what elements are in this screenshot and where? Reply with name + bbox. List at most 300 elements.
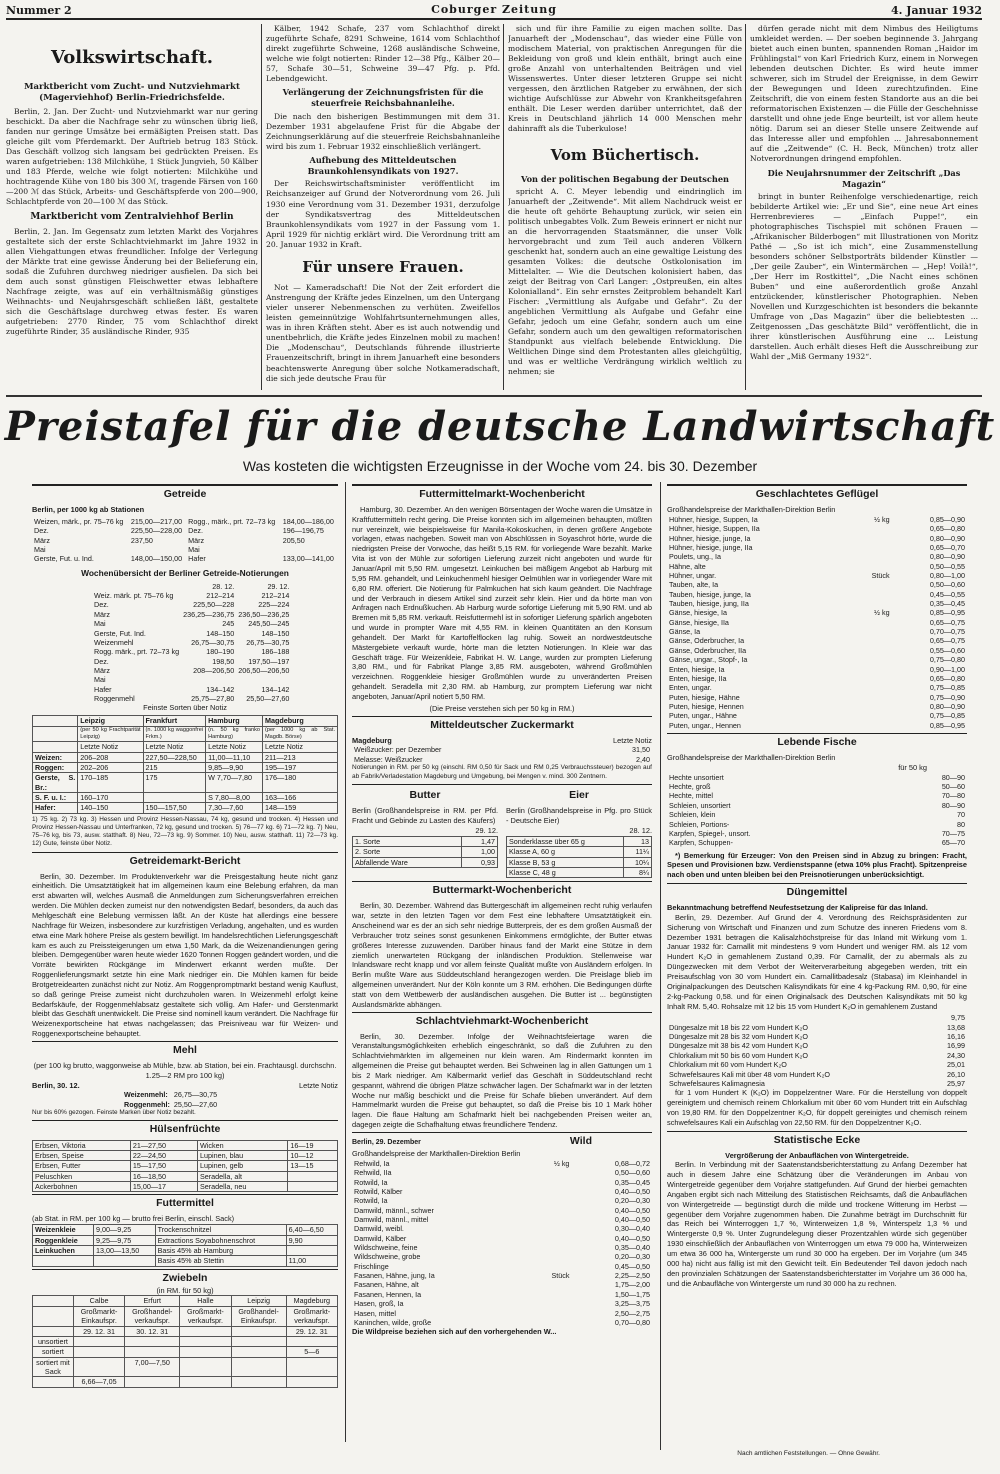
- table-cell: 7,30—7,60: [206, 803, 263, 813]
- markets-table: [32, 715, 338, 813]
- table-cell: 11,00—11,10: [206, 752, 263, 762]
- table-cell: 0,75—0,85: [929, 711, 965, 721]
- table-cell: 215,00—217,00: [130, 516, 183, 526]
- table-cell: [849, 543, 891, 552]
- table-cell: Leipzig: [231, 1296, 286, 1306]
- table-row: [32, 536, 338, 545]
- table-row: [92, 582, 291, 591]
- table-cell: [849, 655, 891, 664]
- section-heading: Buttermarkt-Wochenbericht: [352, 881, 652, 898]
- table-cell: [849, 711, 891, 720]
- price-row: [667, 552, 967, 561]
- column-divider: [261, 24, 262, 390]
- section-heading: Butter: [409, 789, 441, 802]
- table-cell: ½ kg: [874, 608, 890, 618]
- table-cell: 170–185: [78, 773, 143, 793]
- table-cell: Peluschken: [33, 1171, 131, 1181]
- futtermittelmarkt-note: (Die Preise verstehen sich per 50 kg in RM.): [429, 703, 575, 713]
- table-cell: ½ kg: [874, 514, 890, 524]
- table-cell: 1,00: [462, 847, 498, 857]
- col-volkswirtschaft: [6, 24, 258, 392]
- price-row: [667, 1023, 967, 1032]
- section-title: Für unsere Frauen.: [302, 257, 464, 276]
- table-cell: Roggenkleie: [33, 1235, 94, 1245]
- price-row: [352, 1252, 652, 1261]
- article-body: Der Reichswirtschaftsminister veröffentlicht im Reichsanzeiger auf Grund der Notverordnung vom 26. Juli 1930 eine Verordnung vom 31. Dezember 1931, derzufolge der Syndikatsvertrag des Mitteldeutschen Braunkohlensyndikats vom 1927 in der Fassung vom 1. April 1929 für nichtig erklärt wird. Die Verordnung tritt am 20. Januar 1932 in Kraft.: [266, 179, 500, 249]
- table-cell: 10¼: [624, 857, 652, 867]
- price-row: [352, 1299, 652, 1308]
- price-row: [667, 608, 967, 617]
- table-row: [33, 1182, 338, 1192]
- table-row: [92, 638, 291, 647]
- table-cell: [231, 1326, 286, 1336]
- table-cell: [129, 545, 186, 554]
- table-cell: 0,65—0,75: [929, 617, 965, 627]
- table-cell: 6,40—6,50: [286, 1225, 337, 1235]
- wild-note: Die Wildpreise beziehen sich auf den vorhergehenden W...: [352, 1327, 557, 1337]
- table-cell: 24,30: [947, 1050, 965, 1060]
- table-cell: 0,80—0,90: [929, 701, 965, 711]
- price-row: [667, 1013, 967, 1022]
- table-cell: 236,50—236,25: [238, 609, 290, 619]
- table-cell: [73, 1336, 124, 1346]
- table-cell: Hechte unsortiert: [669, 772, 724, 782]
- section-heading: Statistische Ecke: [667, 1131, 967, 1148]
- table-cell: sortiert mit Sack: [33, 1357, 74, 1377]
- table-cell: Chlorkalium mit 50 bis 60 vom Hundert K₂O: [669, 1050, 809, 1060]
- table-cell: [526, 1252, 571, 1261]
- article-heading: Von der politischen Begabung der Deutschen: [520, 173, 730, 184]
- table-cell: 245,50—245: [248, 619, 290, 629]
- table-cell: [125, 1336, 180, 1346]
- page-header: [6, 2, 982, 20]
- table-cell: [849, 618, 891, 627]
- table-cell: 208—206,50: [193, 666, 235, 675]
- table-cell: Mai: [94, 619, 106, 629]
- table-row: [507, 857, 652, 867]
- table-cell: März: [188, 535, 205, 545]
- price-row: [667, 829, 967, 838]
- table-cell: Gänse, ungar., Stopf-, Ia: [669, 655, 748, 665]
- table-cell: Gänse, hiesige, IIa: [669, 617, 729, 627]
- table-cell: Weizen, märk., pr. 75–76 kg: [34, 516, 124, 526]
- table-cell: Gänse, Oderbrucher, Ia: [669, 636, 745, 646]
- butter-table: [352, 836, 498, 868]
- table-cell: 140–150: [78, 803, 143, 813]
- table-row: [33, 1140, 338, 1150]
- table-cell: 16,16: [947, 1032, 965, 1042]
- table-cell: 206,50—206,50: [238, 666, 290, 675]
- table-cell: 0,75—0,80: [929, 655, 965, 665]
- table-cell: 196—196,75: [282, 526, 324, 536]
- section-heading: Mitteldeutscher Zuckermarkt: [352, 716, 652, 733]
- price-row: [667, 838, 967, 847]
- table-cell: 0,45—0,55: [929, 589, 965, 599]
- table-cell: 134–142: [206, 684, 235, 694]
- price-row: [667, 524, 967, 533]
- price-row: [352, 1234, 652, 1243]
- table-cell: 16—18,50: [130, 1171, 197, 1181]
- price-row: [667, 636, 967, 645]
- table-cell: [849, 636, 891, 645]
- table-cell: [526, 1243, 571, 1252]
- table-cell: Hähne, alte: [669, 561, 706, 571]
- price-row: [667, 782, 967, 791]
- price-row: [667, 674, 967, 683]
- article-body: spricht A. C. Meyer lebendig und eindringlich im Januarheft der „Zeitwende“. Mit allem Nachdruck weist er die heute oft gehörte Behauptung zurück, wir seien ein politisch unbegabtes Volk. Zum Beweis erinnert er nicht nur an die hervorragenden Staatsmänner, die unser Volk hervorgebracht und zum Teil auch anderen Völkern geschenkt hat, sondern auch an eine gewaltige Leistung des gesamten Volkes: die deutsche Ostkolonisation im Mittelalter. — Wie die Deutschen kolonisiert haben, das zeigt der Beitrag von Carl Langer: „Ostpreußen, ein altes Kolonialland“. Ein sehr ernstes Zeitproblem behandelt Karl Fischer: „Vermittlung als Aufgabe und Gefahr“. Zu der angeblichen Vermittlung als Aufgabe und Gefahr eine Gefahr, jedoch um eine Gefahr, sondern auch um eine Gefahr, sondern auch um den gewaltigen reformatorischen Standpunkt aus vielfach belebende Entwicklung. Die Weltlichen Dinge sind dem Protestanten alles gleichgültig, und was er weltliche Verdrängung wirklich weltlich zu nehmen; sie: [508, 186, 742, 377]
- table-cell: 0,65—0,80: [929, 673, 965, 683]
- price-row: [352, 1262, 652, 1271]
- table-cell: Wicken: [198, 1140, 288, 1150]
- table-cell: 1,47: [462, 836, 498, 846]
- section-heading: Getreide: [32, 484, 338, 502]
- table-cell: S 7,80—8,00: [206, 792, 263, 802]
- table-cell: Klasse A, 60 g: [507, 847, 624, 857]
- table-cell: 15,00—17: [130, 1182, 197, 1192]
- table-cell: [526, 1215, 571, 1224]
- table-cell: [33, 1256, 94, 1266]
- col-futtermittelmarkt: [352, 482, 652, 1450]
- table-cell: 13—15: [288, 1161, 338, 1171]
- table-cell: 0,90—1,00: [929, 664, 965, 674]
- price-row: [352, 1243, 652, 1252]
- table-header-row: [33, 1306, 338, 1326]
- table-row: [507, 836, 652, 846]
- table-header-cell: [33, 726, 78, 742]
- butter-date: 29. 12.: [475, 826, 498, 836]
- table-cell: Karpfen, Spiegel-, unsort.: [669, 828, 751, 838]
- butter-intro: Berlin (Großhandelspreise in RM. per Pfd. Fracht und Gebinde zu Lasten des Käufers): [352, 806, 498, 826]
- table-cell: 3,25—3,75: [614, 1299, 650, 1309]
- table-cell: Hühner, ungar.: [669, 570, 717, 580]
- mehl-intro: (per 100 kg brutto, waggonweise ab Mühle, bzw. ab Station, bei ein. Frachtausgl. durchschn. 1.25—2 RM pro 100 kg): [33, 1060, 337, 1080]
- fische-unit: für 50 kg: [898, 762, 927, 772]
- table-cell: [849, 627, 891, 636]
- table-cell: [180, 1326, 231, 1336]
- table-row: [33, 1326, 338, 1336]
- price-row: [352, 1318, 652, 1327]
- price-row: [352, 1187, 652, 1196]
- table-cell: 205,50: [282, 535, 305, 545]
- table-cell: 70—75: [941, 828, 965, 838]
- table-cell: Kaninchen, wilde, große: [354, 1317, 432, 1327]
- table-cell: Halle: [180, 1296, 231, 1306]
- table-cell: 9,25—9,75: [94, 1235, 156, 1245]
- table-cell: Hechte, mittel: [669, 791, 713, 801]
- table-cell: Fasanen, Hähne, jung, Ia: [354, 1271, 435, 1281]
- price-row: [667, 534, 967, 543]
- table-cell: Seradella, alt: [198, 1171, 288, 1181]
- eier-table: [506, 836, 652, 878]
- table-cell: Basis 45% ab Stettin: [155, 1256, 286, 1266]
- table-cell: Hühner, hiesige, junge, IIa: [669, 542, 753, 552]
- table-cell: 26,10: [947, 1069, 965, 1079]
- section-heading: Düngemittel: [667, 883, 967, 900]
- table-cell: Rehwild, IIa: [354, 1168, 392, 1178]
- table-header-cell: Hamburg: [206, 716, 263, 726]
- table-cell: Hafer: [94, 684, 112, 694]
- article-body: sich und für ihre Familie zu eigen machen sollte. Das Januarheft der „Modenschau“, das wieder eine Fülle von modischem Material, von praktischen Anregungen für die Bekleidung von groß und klein enthält, bringt auch eine große Anzahl von unterhaltenden Beiträgen und viel Wissenswertes. Unter dieser letzteren Gruppe sei nicht vergessen, den ärztlichen Ratgeber zu erwähnen, der sich wichtige Aufschlüsse zur Abwehr von Krankheitsgefahren enthält. Die Leser werden darüber unterrichtet, daß der Kreis in Deutschland jährlich 14 000 Menschen mehr dahinrafft als die Tuberkulose!: [508, 24, 742, 134]
- table-cell: Fasanen, Hennen, Ia: [354, 1289, 422, 1299]
- price-row: [667, 801, 967, 810]
- table-cell: 50—60: [941, 782, 965, 792]
- table-cell: Gerste, Fut. u. Ind.: [34, 554, 94, 564]
- table-cell: Dez.: [94, 656, 109, 666]
- price-table-title: Preistafel für die deutsche Landwirtschaft: [4, 403, 996, 450]
- table-cell: Gerste, Fut. Ind.: [94, 628, 146, 638]
- price-row: [667, 820, 967, 829]
- price-row: [667, 618, 967, 627]
- table-cell: [849, 599, 891, 608]
- table-cell: S. F. u. I.:: [33, 792, 78, 802]
- table-cell: Klasse C, 48 g: [507, 868, 624, 878]
- table-cell: [288, 1182, 338, 1192]
- table-cell: 80: [957, 819, 965, 829]
- table-cell: Düngesalze mit 28 bis 32 vom Hundert K₂O: [669, 1032, 809, 1042]
- table-cell: 206–208: [78, 752, 143, 762]
- price-row: [352, 1224, 652, 1233]
- zucker-place: Magdeburg: [352, 735, 392, 745]
- table-cell: [286, 1377, 337, 1387]
- table-cell: 25,75—27,80: [191, 694, 235, 704]
- statistik-sub: Vergrößerung der Anbauflächen von Wintergetreide.: [725, 1150, 909, 1160]
- table-cell: [849, 534, 891, 543]
- table-cell: [849, 693, 891, 702]
- table-cell: Wildschweine, grobe: [354, 1252, 421, 1262]
- table-cell: [526, 1178, 571, 1187]
- table-header-cell: Letzte Notiz: [263, 742, 338, 752]
- table-header-row: [33, 1296, 338, 1306]
- issue-date: 4. Januar 1932: [890, 4, 982, 17]
- huelsen-table: [32, 1140, 338, 1193]
- table-cell: [33, 1377, 74, 1387]
- article-body: Hamburg, 30. Dezember. An den wenigen Börsentagen der Woche waren die Umsätze in Kraftfuttermitteln recht gering. Die Preise konnten sich im allgemeinen behaupten, müßten nur vereinzelt, wie beispielsweise für Manila-Kokoskuchen, in denen größere Angebote vorlagen, etwas nachgeben. Soweit man von Abschlüssen in Soyaschrot hörte, wurde die niedrigsten Preise der Vorwoche, das heißt 5,15 RM. für vorliegende Ware bezahlt. Marke Vita ist von der Mühle zur sofortigen Lieferung zurzeit nicht angeboten und wurde für Januar/April mit 5,50 RM. umgesetzt. Leinkuchen bei mäßigem Angebot ab Harburg mit 5,95 RM. gehandelt, und Leinkuchenmehl hiesiger Oelmühlen war in vorliegender Ware mit 6,80 RM. offeriert. Die Notierung für Palmkuchen hat sich kaum geändert. Die Nachfrage und der Verbrauch in diesem Artikel sind zurzeit sehr klein. Hier und da hörte man von Anfragen nach Erdnußkuchen. Ab Harburg wurde sofortige Lieferung mit 5,90 RM. und ab Bremen mit 5,85 RM. verkauft. Reisfuttermehl ist in sofortiger Lieferung spärlich angeboten und wurde in prompter Ware mit 4,55 RM. in kleinen Quantitäten an den Konsum gehandelt. Der Markt für Kartoffelflocken lag ruhig. Soweit an nordwestdeutsche Mästergebiete verkauft wurde, hörte man die letzten Notierungen. In Kleie war das Geschäft träge. Für Weizenkleie, Fabrikat H. W. Lange, wurden zur prompten Lieferung 3,80 RM., und für Fabrikat Plange 3,85 RM. ausgeboten, während Großmühlen verzeichnen. Roggenkleie hiesiger Großmühlen wurde zu unveränderten Preisen gehandelt. Seradella mit 2,30 RM. ab Hamburg, zur promptem Lieferung war nicht angeboten, Januar/April notiert 5,50 RM.: [352, 504, 652, 701]
- table-cell: [526, 1290, 571, 1299]
- table-cell: Roggenmehl: [94, 694, 135, 704]
- table-header-cell: Letzte Notiz: [206, 742, 263, 752]
- table-cell: [286, 1245, 337, 1255]
- table-cell: Lupinen, blau: [198, 1151, 288, 1161]
- section-heading: Futtermittel: [32, 1194, 338, 1211]
- table-row: [33, 1256, 338, 1266]
- table-cell: Puten, hiesige, Hennen: [669, 701, 744, 711]
- table-cell: Mai: [94, 675, 106, 685]
- col-zeitschriften: [750, 24, 978, 392]
- column-divider: [503, 24, 504, 390]
- table-cell: [143, 792, 206, 802]
- table-cell: 9,90: [286, 1235, 337, 1245]
- table-cell: [849, 674, 891, 683]
- futtermittel-intro: (ab Stat. in RM. per 100 kg — brutto frei Berlin, einschl. Sack): [32, 1214, 235, 1224]
- price-row: [667, 590, 967, 599]
- wild-place: Berlin, 29. Dezember: [352, 1139, 421, 1147]
- article-body: bringt in bunter Reihenfolge verschiedenartige, reich bebilderte Artikel wie: „Er und Sie“, eine neue Art eines Herrenbrevieres — „Einfach Puppe!“, ein photographisches Tischspiel mit schönen Frauen — „Afrikanischer Bilderbogen“ mit Illustrationen von Moritz Pathé — „So ist ich mich“, eine Zusammenstellung besonders schöner Selbstporträts bildender Künstler — „Der geile Zauber“, ein Wintermärchen — „Hep! Voilà!“, „Der Herr im Rostkittel“, „Die Nacht eines schönen Buben“ und eine außerordentlich große Anzahl entzückender, künstlerischer Photographien. Neben Novellen und Kurzgeschichten ist besonders die bekannte Umfrage von „Das Magazin“ über die beliebtesten ... Zeitgenossen „Das geschätzte Bild“ veröffentlicht, die in ihrer künstlerischen Ausführung eine ... Leistung darstellen. Auch erhält dieses Heft die Ausschreibung zur Wahl der „Miß Germany 1932“.: [750, 191, 978, 362]
- price-row: [352, 1168, 652, 1177]
- price-row: [352, 1280, 652, 1289]
- price-row: [667, 571, 967, 580]
- table-row: [33, 792, 338, 802]
- wochen-table: [92, 582, 291, 704]
- table-cell: 0,45—0,50: [614, 1261, 650, 1271]
- table-cell: Schwefelsaures Kali mit über 48 vom Hundert K₂O: [669, 1069, 830, 1079]
- table-row: [33, 752, 338, 762]
- table-cell: 0,85—0,90: [929, 514, 965, 524]
- table-cell: Chlorkalium mit 60 vom Hundert K₂O: [669, 1060, 787, 1070]
- table-cell: 0,65—0,70: [929, 542, 965, 552]
- table-cell: [849, 524, 891, 533]
- table-cell: [286, 1357, 337, 1377]
- table-cell: 0,85—0,95: [929, 608, 965, 618]
- table-cell: [281, 545, 338, 554]
- table-cell: 0,80—0,90: [929, 552, 965, 562]
- price-row: [667, 599, 967, 608]
- zwiebeln-table: [32, 1295, 338, 1387]
- table-row: [122, 1090, 219, 1099]
- table-cell: Hasen, mittel: [354, 1308, 396, 1318]
- table-cell: 26,75—30,75: [173, 1090, 218, 1100]
- table-cell: 0,35—0,40: [614, 1243, 650, 1253]
- table-row: [33, 803, 338, 813]
- article-body: Berlin. In Verbindung mit der Saatenstandsberichterstattung zu Anfang Dezember hat auch in diesem Jahre eine Schätzung über die Veränderungen im Anbau von Wintergetreide gegenüber dem Vorjahre stattgefunden. Auf Grund der hierbei gemachten Angaben ergibt sich nach Mitteilung des Statistischen Reichsamts, daß die Anbauflächen von Wintergetreide — begünstigt durch die milde und trockene Witterung im Herbst — gegenüber dem Vorjahre zugenommen haben. Die Zunahme beträgt im Durchschnitt für das Reich bei Winterroggen 1,7 %, Winterweizen 1,8 %, Winterspelz 1,3 % und Wintergerste 0,9 %. Unter Zugrundelegung dieser Prozentzahlen würde sich gegenüber 1930 einschließlich der Anbauflächen von Winterroggen um etwa 79 000 ha, Winterweizen um etwa 36 000 ha, Wintergerste um rund 30 000 ha ergeben. Der im Vorjahre (um 345 000 ha) nicht aus fällig ist mit den Gewicht teilt. Ein Bedeutender Teil davon jedoch nach den provinzialen Schätzungen der Saatenstandsberichterstatter im Vorjahre um 36 000 ha, und die Anbaufläche von Wintergerste um rund 30 000 ha zu rechnen.: [667, 1160, 967, 1288]
- table-cell: Roggen:: [33, 762, 78, 772]
- table-cell: [849, 580, 891, 589]
- table-cell: 0,50—0,60: [614, 1168, 650, 1178]
- price-row: [667, 1032, 967, 1041]
- table-cell: Düngesalze mit 38 bis 42 vom Hundert K₂O: [669, 1041, 809, 1051]
- price-row: [667, 693, 967, 702]
- table-cell: Damwild, weibl.: [354, 1224, 404, 1234]
- table-cell: [849, 562, 891, 571]
- article-body: Berlin, 29. Dezember. Auf Grund der 4. Verordnung des Reichspräsidenten zur Sicherung von Wirtschaft und Finanzen und zum Schutze des inneren Friedens vom 8. Dezember 1931 betragen die Kalisalzhöchstpreise für das Inland mit Wirkung vom 1. Januar 1932 für: Carnallit mit mindestens 9 vom Hundert und weniger RM. als 12 vom Hundert K₂O in gemahlenem Zustand 0,39. Für Carnallit, der zu abermals als zu Düngezwecken mit dem Verbot der Weiterverarbeitung abgegeben werden, tritt ein Preisaufschlag von 30 vom Hundert ein. Carnallitbadesalz (Stabasa) im Kleinhandel in Originalpackungen des Deutschen Kalisyndikats für eine 4 kg-Packung RM. 0,90, für eine 2-kg-Packung 0,58. und für einen Originalsack des Deutschen Kalisyndikats mit 50 kg Inhalt RM. 5,40. Rohsalze mit 12 bis 15 vom Hundert K₂O in gemahlenem Zustand: [667, 912, 967, 1011]
- table-cell: [526, 1318, 571, 1327]
- zucker-table: [352, 745, 652, 764]
- table-cell: 0,40—0,50: [614, 1205, 650, 1215]
- table-cell: 0,70—0,80: [614, 1317, 650, 1327]
- table-cell: 186–188: [261, 647, 290, 657]
- table-cell: [180, 1336, 231, 1346]
- eier-date: 28. 12.: [629, 826, 652, 836]
- table-cell: 29. 12.: [267, 581, 290, 591]
- col-gefluegel: [667, 482, 967, 1442]
- table-cell: 225—224: [258, 600, 290, 610]
- price-row: [352, 1215, 652, 1224]
- price-row: [667, 1079, 967, 1088]
- table-cell: 0,20—0,30: [614, 1252, 650, 1262]
- table-cell: 65—70: [941, 838, 965, 848]
- table-cell: Hechte, groß: [669, 782, 711, 792]
- table-cell: 70—80: [941, 791, 965, 801]
- fische-intro: Großhandelspreise der Markthallen-Direktion Berlin: [667, 753, 836, 763]
- table-cell: 0,50—0,55: [929, 561, 965, 571]
- col-buechertisch: [508, 24, 742, 392]
- table-cell: [33, 1306, 74, 1326]
- table-cell: Schwefelsaures Kalimagnesia: [669, 1078, 765, 1088]
- table-cell: 197,50—197: [248, 656, 290, 666]
- section-heading: Hülsenfrüchte: [32, 1120, 338, 1137]
- table-cell: Schleien, klein: [669, 810, 716, 820]
- table-cell: 212–214: [261, 591, 290, 601]
- table-cell: [526, 1299, 571, 1308]
- table-cell: [73, 1357, 124, 1377]
- mehl-table: [122, 1090, 219, 1109]
- table-cell: Weizenmehl:: [124, 1090, 168, 1100]
- table-cell: Damwild, männl., schwer: [354, 1205, 434, 1215]
- article-body: Berlin, 2. Jan. Der Zucht- und Nutzviehmarkt war nur gering beschickt. Da aber die Nachfrage sehr zu wünschen übrig ließ, fanden nur geringe Umsätze bei ermäßigten Preisen statt. Das gleiche gilt vom Pferdemarkt. Der Auftrieb betrug 183 Stück. Das Geschäft vollzog sich langsam bei gedrückten Preisen. Es waren aufgetrieben: 138 Milchkühe, 1 Stück Jungvieh, 50 Kälber und 183 Pferde, welche wie folgt notierten: Milchkühe und hochtragende Kühe von 180 bis 300 ℳ, tragende Färsen von 160—200 ℳ das Stück, Arbeits- und Geschäftspferde von 200—900, Schlachtpferde von 20—100 ℳ das Stück.: [6, 107, 258, 207]
- wild-intro: Großhandelspreise der Markthallen-Direktion Berlin: [352, 1148, 521, 1158]
- table-cell: Puten, ungar., Hähne: [669, 711, 737, 721]
- table-header-cell: Letzte Notiz: [143, 742, 206, 752]
- section-heading: Geschlachtetes Geflügel: [667, 484, 967, 502]
- table-row: [353, 857, 498, 867]
- article-heading: Die Neujahrsnummer der Zeitschrift „Das Magazin“: [767, 168, 961, 190]
- article-heading: Marktbericht vom Zentralviehhof Berlin: [30, 212, 234, 223]
- table-cell: Erfurt: [125, 1296, 180, 1306]
- table-cell: Damwild, Kälber: [354, 1233, 407, 1243]
- table-cell: Hasen, groß, Ia: [354, 1299, 404, 1309]
- price-row: [667, 562, 967, 571]
- price-row: [667, 1060, 967, 1069]
- table-cell: 15—17,50: [130, 1161, 197, 1171]
- table-cell: 13: [624, 836, 652, 846]
- table-cell: Calbe: [73, 1296, 124, 1306]
- table-cell: [181, 675, 236, 684]
- table-cell: [231, 1336, 286, 1346]
- table-header-cell: (n. 1000 kg waggonfrei Frkm.): [143, 726, 206, 742]
- table-cell: [180, 1347, 231, 1357]
- table-cell: 8¼: [624, 868, 652, 878]
- table-row: [33, 1245, 338, 1255]
- table-cell: 227,50—228,50: [143, 752, 206, 762]
- table-header-cell: Leipzig: [78, 716, 143, 726]
- table-cell: Enten, ungar.: [669, 683, 712, 693]
- price-row: [667, 665, 967, 674]
- duenge-intro: Bekanntmachung betreffend Neufestsetzung der Kalipreise für das Inland.: [667, 903, 928, 913]
- table-row: [33, 1235, 338, 1245]
- fische-table: [667, 773, 967, 848]
- table-row: [33, 1347, 338, 1357]
- column-divider: [660, 482, 661, 1450]
- table-cell: 2,25—2,50: [614, 1271, 650, 1281]
- table-cell: Weizenmehl: [94, 637, 134, 647]
- table-cell: 25,50—27,60: [173, 1099, 218, 1109]
- table-cell: Klasse B, 53 g: [507, 857, 624, 867]
- article-heading: Verlängerung der Zeichnungsfristen für die steuerfreie Reichsbahnanleihe.: [282, 87, 484, 108]
- table-cell: 16—19: [288, 1140, 338, 1150]
- table-header-cell: (per 1000 kg ab Stat. Magdb. Börse): [263, 726, 338, 742]
- table-cell: 150—157,50: [143, 803, 206, 813]
- price-row: [352, 1178, 652, 1187]
- table-cell: Rogg., märk., prt. 72–73 kg: [188, 516, 276, 526]
- table-cell: Puten, hiesige, Hähne: [669, 692, 740, 702]
- table-cell: Gänse, hiesige, Ia: [669, 608, 727, 618]
- table-cell: [236, 675, 291, 684]
- getreide-table: [32, 517, 338, 564]
- table-cell: Erbsen, Futter: [33, 1161, 131, 1171]
- table-cell: 0,80—0,90: [929, 533, 965, 543]
- table-cell: 0,40—0,50: [614, 1186, 650, 1196]
- table-cell: 11,00: [286, 1256, 337, 1266]
- table-cell: 176—180: [263, 773, 338, 793]
- table-cell: [231, 1347, 286, 1357]
- table-cell: Wildschweine, feine: [354, 1243, 418, 1253]
- table-cell: 236,25—236,75: [183, 609, 235, 619]
- table-cell: Tauben, hiesige, junge, Ia: [669, 589, 751, 599]
- table-header-cell: (n. 50 kg franko Hamburg): [206, 726, 263, 742]
- table-cell: 0,93: [462, 857, 498, 867]
- table-cell: Gänse, Ia: [669, 627, 701, 637]
- table-cell: [526, 1262, 571, 1271]
- table-cell: 26,75—30,75: [246, 637, 290, 647]
